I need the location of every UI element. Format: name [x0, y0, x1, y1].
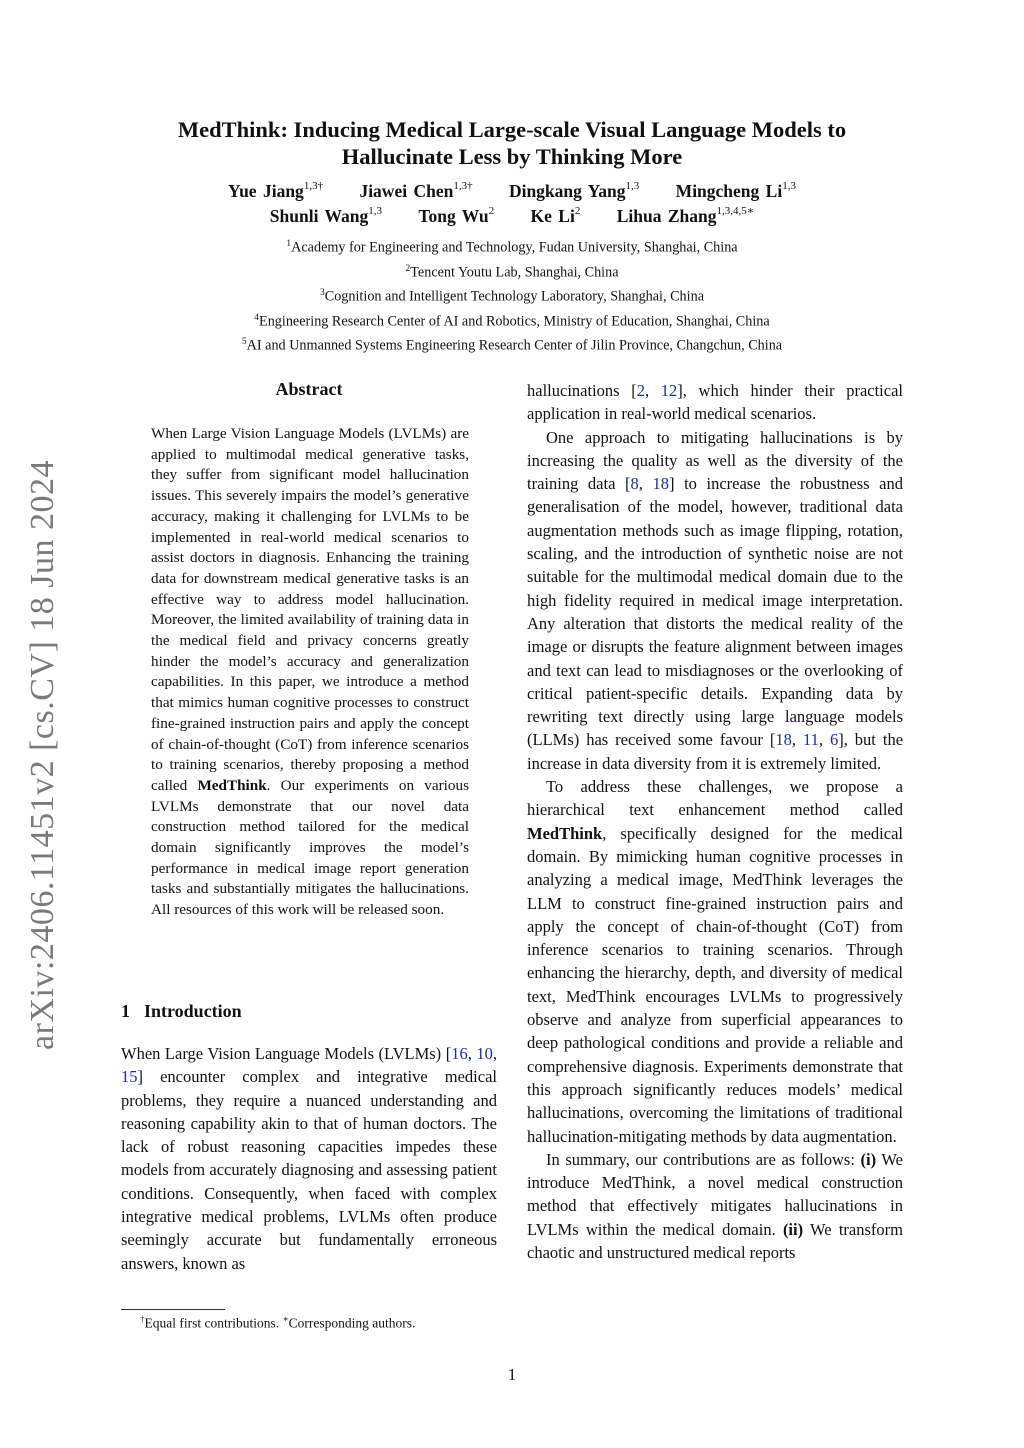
author: Jiawei Chen$^{1,3\dagger}$	[359, 180, 473, 201]
citation-link[interactable]: 10	[476, 1044, 493, 1063]
citation-link[interactable]: 16	[451, 1044, 468, 1063]
affiliation: $^2$Tencent Youtu Lab, Shanghai, China	[405, 263, 619, 281]
affiliation: $^5$AI and Unmanned Systems Engineering Research Center of Jilin Province, Changchun, China	[241, 337, 783, 354]
citation-link[interactable]: 15	[121, 1067, 138, 1087]
right-column	[527, 379, 903, 1264]
citation-link[interactable]: 2	[636, 381, 645, 400]
affiliation: $^3$Cognition and Intelligent Technology Laboratory, Shanghai, China	[320, 288, 704, 305]
page-number: 1	[507, 1365, 517, 1384]
affiliations	[120, 232, 904, 355]
footnote-rule	[121, 1309, 225, 1310]
paper-title	[120, 116, 904, 170]
author-row-1	[120, 181, 904, 202]
title-line-2: Hallucinate Less by Thinking More	[341, 144, 683, 169]
intro-paragraph-3: To address these challenges, we propose a hierarchical text enhancement method called MedThink, specifically designed for the medical domain. By mimicking human cognitive processes in analyzing a medical image, MedThink leverages the LLM to construct fine-grained instruction pairs and apply the concept of chain-of-thought (CoT) from inference scenarios to training scenarios. Through enhancing the hierarchy, depth, and diversity of medical text, MedThink encourages LVLMs to progressively observe and analyze from superficial appearances to deep pathological conditions and provide a reliable and comprehensive diagnosis. Experiments demonstrate that this approach significantly reduces models’ medical hallucinations, overcoming the limitations of traditional hallucination-mitigating methods by data augmentation.	[527, 777, 903, 1146]
affiliation: $^1$Academy for Engineering and Technology, Fudan University, Shanghai, China	[286, 239, 738, 256]
method-name: MedThink	[197, 776, 267, 794]
intro-paragraph-1-continued: hallucinations [2, 12], which hinder their practical application in real-world medical scenarios.	[527, 381, 903, 424]
intro-paragraph-1: When Large Vision Language Models (LVLMs) [16, 10, 15] encounter complex and integrative medical problems, they require a nuanced understanding and reasoning capability akin to that of human doctors. The lack of robust reasoning capacities impedes these models from accurately diagnosing and assessing patient conditions. Consequently, when faced with complex integrative medical problems, LVLMs often produce seemingly accurate but fundamentally erroneous answers, known as	[121, 1044, 497, 1273]
citation-link[interactable]: 18	[775, 730, 792, 750]
author: Ke Li$^2$	[530, 205, 581, 226]
abstract-body: When Large Vision Language Models (LVLMs) are applied to multimodal medical generative tasks, they suffer from significant model hallucination issues. This severely impairs the model’s generative accuracy, making it challenging for LVLMs to be implemented in real-world medical scenarios to assist doctors in diagnosis. Enhancing the training data for downstream medical generative tasks is an effective way to address model hallucination. Moreover, the limited availability of training data in the medical field and privacy concerns greatly hinder the model’s accuracy and generalization capabilities. In this paper, we introduce a method that mimics human cognitive processes to construct fine-grained instruction pairs and apply the concept of chain-of-thought (CoT) from inference scenarios to training scenarios, thereby proposing a method called MedThink. Our experiments on various LVLMs demonstrate that our novel data construction method tailored for the medical domain significantly improves the model’s performance in medical image report generation tasks and substantially mitigates the hallucinations. All resources of this work will be released soon.	[151, 425, 469, 919]
section-heading-introduction: 1 Introduction	[121, 1001, 242, 1021]
citation-link[interactable]: 8	[630, 474, 639, 494]
citation-link[interactable]: 6	[829, 730, 839, 750]
author: Dingkang Yang$^{1,3}$	[508, 180, 640, 201]
intro-paragraph-2: One approach to mitigating hallucinations is by increasing the quality as well as the diversity of the training data [8, 18] to increase the robustness and generalisation of the model, however, traditional data augmentation methods such as image flipping, rotation, scaling, and the introduction of synthetic noise are not suitable for the multimodal medical domain due to the high fidelity required in medical image interpretation. Any alteration that distorts the medical reality of the image or disrupts the feature alignment between images and text can lead to misdiagnoses or the overlooking of critical patient-specific details. Expanding data by rewriting text directly using large language models (LLMs) has received some favour [18, 11, 6], but the increase in data diversity from it is extremely limited.	[527, 427, 904, 773]
citation-link[interactable]: 12	[660, 381, 678, 400]
title-line-1: MedThink: Inducing Medical Large-scale Visual Language Models to	[177, 117, 847, 142]
arxiv-identifier-stamp: arXiv:2406.11451v2 [cs.CV] 18 Jun 2024	[24, 459, 61, 1050]
abstract-heading: Abstract	[275, 379, 343, 399]
author: Yue Jiang$^{1,3\dagger}$	[228, 180, 324, 201]
citation-link[interactable]: 18	[652, 474, 669, 494]
author: Tong Wu$^2$	[418, 205, 495, 226]
method-name: MedThink	[527, 823, 603, 843]
footnote: †Equal first contributions. ∗Corresponding authors.	[140, 1314, 416, 1331]
author: Lihua Zhang$^{1,3,4,5∗}$	[616, 205, 755, 226]
intro-paragraph-4: In summary, our contributions are as follows: (i) We introduce MedThink, a novel medical construction method that effectively mitigates hallucinations in LVLMs within the medical domain. (ii) We transform chaotic and unstructured medical reports	[527, 1149, 903, 1262]
citation-link[interactable]: 11	[802, 730, 819, 750]
affiliation: $^4$Engineering Research Center of AI and Robotics, Ministry of Education, Shanghai, China	[254, 312, 770, 330]
author-row-2	[120, 205, 904, 227]
author: Shunli Wang$^{1,3}$	[269, 205, 383, 226]
author: Mingcheng Li$^{1,3}$	[675, 180, 796, 201]
